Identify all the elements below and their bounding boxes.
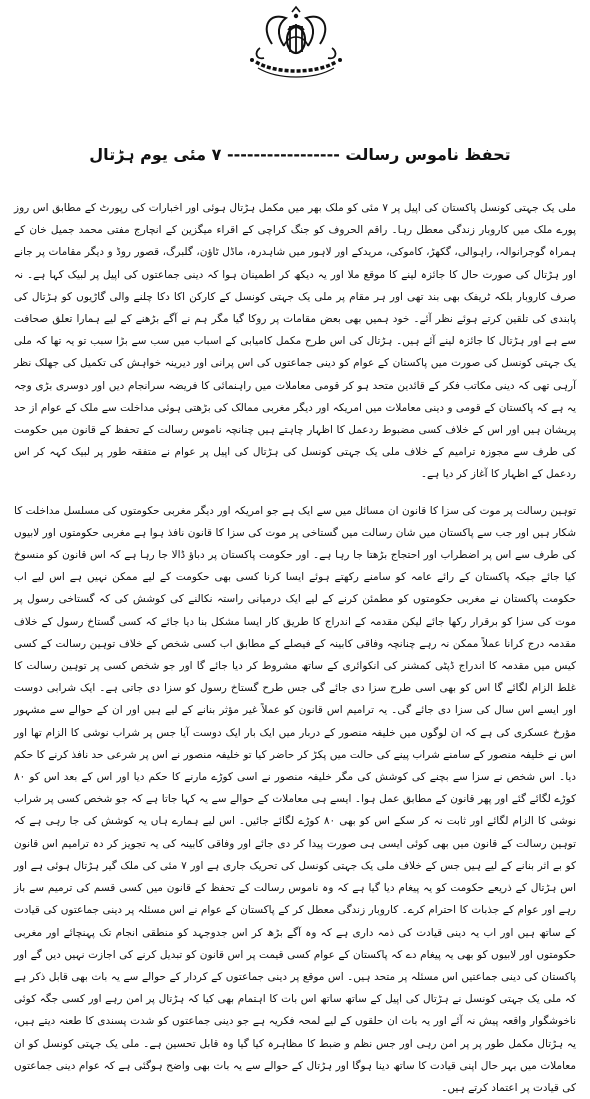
masthead-emblem — [232, 4, 360, 84]
article-headline: تحفظ ناموس رسالت ----------------- ۷ مئی یوم ہڑتال — [89, 145, 511, 164]
article-body — [14, 197, 576, 1099]
calligraphy-emblem-icon — [232, 4, 360, 84]
body-paragraph: توہین رسالت پر موت کی سزا کا قانون ان مسائل میں سے ایک ہے جو امریکہ اور دیگر مغربی حکومتوں کی مسلسل مداخلت کا شکار ہیں اور جب سے پاکستان میں شان رسالت میں گستاخی پر موت کی سزا کا قانون نافذ ہوا ہے مغربی حکومتوں اور لابیوں کی طرف سے اس پر اضطراب اور احتجاج بڑھتا جا رہا ہے۔ اور حکومت پاکستان پر دباؤ ڈالا جا رہا ہے کہ اس قانون کو منسوخ کیا جائے جبکہ پاکستان کے رائے عامہ کو سامنے رکھتے ہوئے ایسا کرنا کسی بھی حکومت کے لیے ممکن نہیں ہے اس لیے اب حکومت پاکستان نے مغربی حکومتوں کو مطمئن کرنے کے لیے ایک درمیانی راستہ نکالنے کی کوشش کی کہ گستاخی رسول پر موت کی سزا کو برقرار رکھا جائے لیکن مقدمہ کے اندراج کا طریق کار ایسا مشکل بنا دیا جائے کہ کسی گستاخ رسول کے خلاف مقدمہ درج کرانا عملاً ممکن نہ رہے چنانچہ وفاقی کابینہ کے فیصلے کے مطابق اب کسی شخص کے خلاف توہین رسالت کے کسی کیس میں مقدمہ کا اندراج ڈپٹی کمشنر کی انکوائری کے ساتھ مشروط کر دیا جائے گا اور جو شخص کسی پر توہین رسالت کا غلط الزام لگائے گا اس کو بھی اسی طرح سزا دی جائے گی جس طرح گستاخ رسول کو سزا دی جاتی ہے۔ ایک شرابی دوست اور ایسے اس سال کی سزا دی جائے گی۔ یہ ترامیم اس قانون کو عملاً غیر مؤثر بنانے کے لیے ہیں اور ان کے حوالے سے مشہور مؤرخ عسکری کی ہے کہ ان لوگوں میں خلیفہ منصور کے دربار میں ایک بار ایک دوست آیا جس پر شراب نوشی کا الزام تھا اور اس نے خلیفہ منصور کے سامنے شراب پینے کی حالت میں پکڑ کر حاضر کیا تو خلیفہ منصور نے اس پر شرعی حد نافذ کرنے کا حکم دیا۔ اس شخص نے سزا سے بچنے کی کوشش کی مگر خلیفہ منصور نے اسی کوڑے مارنے کا حکم دیا اور اس کے بعد اس کو ۸۰ کوڑے لگائے گئے اور پھر قانون کے مطابق عمل ہوا۔ ایسے ہی معاملات کے حوالے سے یہ کہا جاتا ہے کہ جو شخص کسی پر شراب نوشی کا الزام لگائے اور ثابت نہ کر سکے اس کو بھی ۸۰ کوڑے لگائے جائیں۔ اس لیے ہمارے ہاں یہ کوشش کی جا رہی ہے کہ توہین رسالت کے قانون میں بھی کوئی ایسی ہی صورت پیدا کر دی جائے اور وفاقی کابینہ کی یہ تجویز کر دہ ترامیم اس قانون کو بے اثر بنانے کے لیے ہیں جس کے خلاف ملی یک جہتی کونسل کی تحریک جاری ہے اور ۷ مئی کی ملک گیر ہڑتال ہوئی ہے اور اس ہڑتال کے ذریعے حکومت کو یہ پیغام دیا گیا ہے کہ وہ ناموس رسالت کے تحفظ کے قانون میں کسی قسم کی ترمیم سے باز رہے اور عوام کے جذبات کا احترام کرے۔ کاروبار زندگی معطل کر کے پاکستان کے عوام نے اس مسئلہ پر دینی جماعتوں کی قیادت کے ساتھ ہیں اور اب یہ دینی قیادت کی ذمہ داری ہے کہ وہ آگے بڑھ کر اس جدوجہد کو منطقی انجام تک پہنچائے اور مغربی حکومتوں اور لابیوں کو بھی یہ پیغام دے کہ پاکستان کے عوام کسی قیمت پر اس قانون کو تبدیل کرنے کی اجازت نہیں دیں گے اور پاکستان کی دینی جماعتیں اس مسئلہ پر متحد ہیں۔ اس موقع پر دینی جماعتوں کے کردار کے حوالے سے یہ بات بھی قابل ذکر ہے کہ ملی یک جہتی کونسل نے ہڑتال کی اپیل کے ساتھ ساتھ اس بات کا اہتمام بھی کیا کہ ہڑتال پر امن رہے اور کسی جگہ کوئی ناخوشگوار واقعہ پیش نہ آئے اور یہ بات ان حلقوں کے لیے لمحہ فکریہ ہے جو دینی جماعتوں کو شدت پسندی کا طعنہ دیتے ہیں، یہ ہڑتال مکمل طور پر پر امن رہی اور جس نظم و ضبط کا مظاہرہ کیا گیا وہ قابل تحسین ہے۔ ملی یک جہتی کونسل کو ان معاملات میں بہر حال اپنی قیادت کا ساتھ دینا ہوگا اور ہڑتال کے حوالے سے یہ بات بھی واضح ہوگئی ہے کہ عوام دینی جماعتوں کی قیادت پر اعتماد کرتے ہیں۔ — [14, 504, 577, 1094]
body-paragraph: ملی یک جہتی کونسل پاکستان کی اپیل پر ۷ مئی کو ملک بھر میں مکمل ہڑتال ہوئی اور اخبارات کی رپورٹ کے مطابق اس روز پورے ملک میں کاروبار زندگی معطل رہا۔ راقم الحروف کو جنگ کراچی کے اقراء میگزین کے انچارج مفتی محمد جمیل خان کے ہمراہ گوجرانوالہ، راہوالی، گکھڑ، کاموکی، مریدکے اور لاہور میں شاہدرہ، ماڈل ٹاؤن، گلبرگ، قصور روڈ و دیگر مقامات پر جانے اور ہڑتال کی صورت حال کا جائزہ لینے کا موقع ملا اور یہ دیکھ کر اطمینان ہوا کہ دینی جماعتوں کی اپیل پر لبیک کہا ہے۔ نہ صرف کاروبار بلکہ ٹریفک بھی بند تھی اور ہر مقام پر ملی یک جہتی کونسل کے کارکن اکا دکا چلنے والی گاڑیوں کو ہڑتال کی پابندی کی تلقین کرتے ہوئے نظر آئے۔ خود ہمیں بھی بعض مقامات پر روکا گیا مگر ہم نے آگے بڑھنے کے لیے ہمارا تعلق صحافت سے ہے اور ہڑتال کا جائزہ لینے آئے ہیں۔ ہڑتال کی اس طرح مکمل کامیابی کے اسباب میں سب سے بڑا سبب تو یہ تھا کہ ملی یک جہتی کونسل کی صورت میں پاکستان کے عوام کو دینی جماعتوں کی اس پرانی اور دیرینہ خواہش کی تکمیل کی جھلک نظر آرہی تھی کہ دینی مکاتب فکر کے قائدین متحد ہو کر قومی معاملات میں راہنمائی کا فریضہ سرانجام دیں اور دوسری بڑی وجہ یہ ہے کہ پاکستان کے قومی و دینی معاملات میں امریکہ اور دیگر مغربی ممالک کی بڑھتی ہوئی مداخلت سے ملک کے عوام از حد پریشان ہیں اور اس کے خلاف کسی مضبوط ردعمل کا اظہار چاہتے ہیں چنانچہ ناموس رسالت کے تحفظ کے قانون میں حکومت کی طرف سے مجوزہ ترامیم کے خلاف ملی یک جہتی کونسل کی ہڑتال کی اپیل پر عوام نے متفقہ طور پر لبیک کہہ کر اس ردعمل کے اظہار کا آغاز کر دیا ہے۔ — [14, 202, 576, 481]
